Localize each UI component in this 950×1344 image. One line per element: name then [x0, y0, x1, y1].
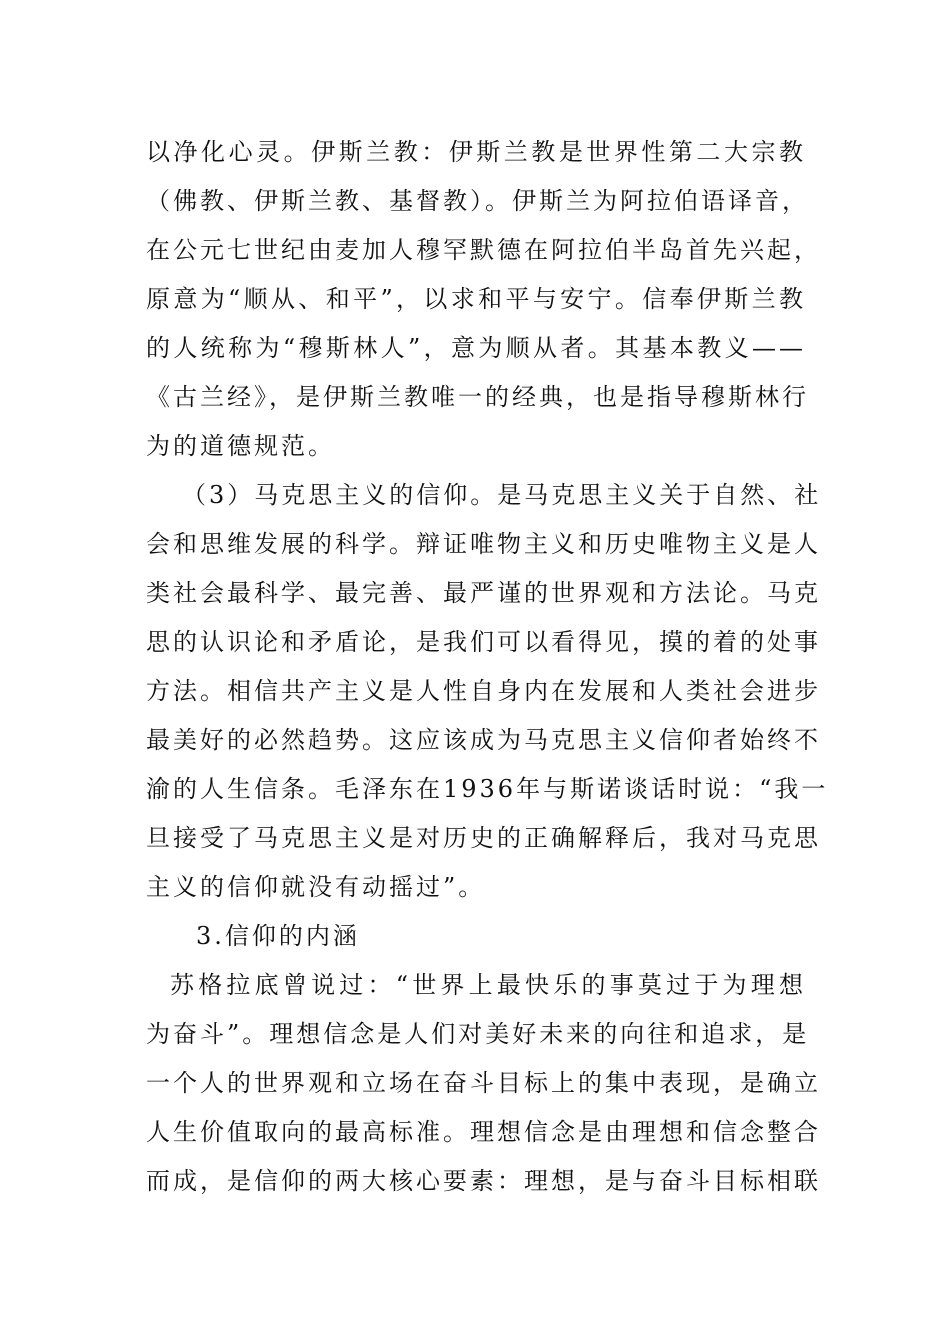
- text-line: （佛教、伊斯兰教、基督教）。伊斯兰为阿拉伯语译音，: [146, 187, 809, 215]
- section-heading: [146, 912, 806, 961]
- text-line: 为的道德规范。: [146, 432, 335, 460]
- text-line: 渝的人生信条。毛泽东在1936年与斯诺谈话时说：“我一: [146, 775, 829, 803]
- text-line: （3）马克思主义的信仰。是马克思主义关于自然、社: [182, 481, 822, 509]
- paragraph-islam: [146, 128, 821, 471]
- text-line: 会和思维发展的科学。辩证唯物主义和历史唯物主义是人: [146, 530, 821, 558]
- paragraph-ideals: [146, 961, 821, 1206]
- text-line: 以净化心灵。伊斯兰教：伊斯兰教是世界性第二大宗教: [146, 138, 806, 166]
- text-line: 的人统称为“穆斯林人”，意为顺从者。其基本教义——: [146, 334, 806, 362]
- text-line: 主义的信仰就没有动摇过”。: [146, 873, 486, 901]
- text-line: 一个人的世界观和立场在奋斗目标上的集中表现，是确立: [146, 1069, 821, 1097]
- heading-text: 3.信仰的内涵: [196, 922, 360, 950]
- text-line: 苏格拉底曾说过：“世界上最快乐的事莫过于为理想: [170, 971, 806, 999]
- text-line: 方法。相信共产主义是人性自身内在发展和人类社会进步: [146, 677, 821, 705]
- text-line: 为奋斗”。理想信念是人们对美好未来的向往和追求，是: [146, 1020, 810, 1048]
- text-line: 人生价值取向的最高标准。理想信念是由理想和信念整合: [146, 1118, 821, 1146]
- text-line: 思的认识论和矛盾论，是我们可以看得见，摸的着的处事: [146, 628, 821, 656]
- paragraph-marxism: [146, 471, 829, 912]
- text-line: 《古兰经》，是伊斯兰教唯一的经典，也是指导穆斯林行: [146, 383, 809, 411]
- text-line: 类社会最科学、最完善、最严谨的世界观和方法论。马克: [146, 579, 821, 607]
- text-line: 在公元七世纪由麦加人穆罕默德在阿拉伯半岛首先兴起，: [146, 236, 821, 264]
- text-line: 旦接受了马克思主义是对历史的正确解释后，我对马克思: [146, 824, 821, 852]
- text-line: 而成，是信仰的两大核心要素：理想，是与奋斗目标相联: [146, 1167, 821, 1195]
- text-line: 原意为“顺从、和平”，以求和平与安宁。信奉伊斯兰教: [146, 285, 806, 313]
- document-body: [146, 128, 829, 1206]
- text-line: 最美好的必然趋势。这应该成为马克思主义信仰者始终不: [146, 726, 821, 754]
